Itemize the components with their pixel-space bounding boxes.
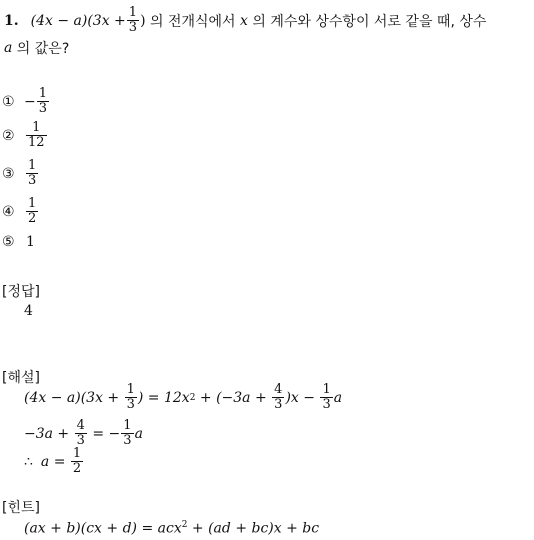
answer-header: [정답] [2,284,40,300]
fraction-numerator: 1 [126,382,135,397]
fraction [125,383,137,412]
expr-segment: −3a + [24,425,74,442]
fraction-denominator: 2 [28,211,37,226]
expr-segment: a [134,425,143,442]
solution-header: [해설] [2,370,40,386]
choice-sign: − [24,93,36,110]
question-number: 1. [4,12,19,29]
fraction-denominator: 3 [128,20,138,35]
fraction-numerator: 1 [322,382,331,397]
choice-marker: ① [2,93,15,110]
choice-marker: ② [2,127,15,144]
question-var-a: a [4,40,13,56]
choice-fraction [37,87,49,116]
choice-2[interactable] [2,121,48,150]
fraction-numerator: 1 [28,158,37,173]
fraction [320,383,332,412]
fraction-denominator: 3 [38,101,48,116]
fraction-numerator: 1 [28,196,37,211]
fraction-denominator: 3 [126,397,135,412]
question-line-2 [4,38,69,58]
fraction-denominator: 3 [123,433,132,448]
choice-fraction [26,197,38,226]
expr-segment: (ax + b)(cx + d) = acx [24,520,182,537]
question-expression: (4x − a)(3x + [30,12,126,29]
expr-segment: a = [40,453,70,470]
expr-segment: + (−3a + [195,389,272,406]
fraction-numerator: 1 [123,418,132,433]
choice-4[interactable] [2,197,39,226]
question-text: 의 전개식에서 [145,13,241,30]
choice-3[interactable] [2,159,39,188]
expr-segment: a [333,389,343,406]
choice-marker: ⑤ [2,234,15,250]
exponent: 2 [181,520,188,530]
choice-marker: ④ [2,203,15,220]
expr-segment: )x − [285,389,320,406]
expr-segment: (4x − a)(3x + [24,389,124,406]
question-fraction [127,6,139,35]
fraction-denominator: 3 [76,433,85,448]
choice-5[interactable] [2,234,35,250]
choice-fraction [26,159,38,188]
choice-1[interactable] [2,87,50,116]
question-text: 의 값은? [12,41,70,57]
solution-line-2 [24,419,143,448]
fraction-denominator: 3 [28,173,37,188]
fraction-denominator: 2 [72,461,82,476]
choice-marker: ③ [2,165,15,182]
fraction-denominator: 3 [274,397,283,412]
fraction [121,419,133,448]
question-text: 의 계수와 상수항이 서로 같을 때, 상수 [247,13,487,30]
fraction-numerator: 1 [72,446,82,461]
fraction-numerator: 1 [38,86,48,101]
fraction-denominator: 12 [28,135,45,150]
question-line-1 [4,6,486,35]
exponent: 2 [189,392,196,403]
fraction-numerator: 4 [274,382,283,397]
expr-segment: + (ad + bc)x + bc [187,520,320,537]
solution-line-3 [24,447,84,476]
choice-value: 1 [26,234,35,250]
fraction [71,447,83,476]
solution-line-1 [24,383,342,412]
fraction-numerator: 1 [128,5,138,20]
question-expression-close: ) [140,12,146,29]
expr-segment: = − [87,425,121,442]
hint-header: [힌트] [2,500,40,516]
expr-segment: ) = 12x [137,389,190,406]
hint-formula [24,520,319,537]
therefore-symbol: ∴ [24,453,33,470]
fraction [75,419,87,448]
choice-fraction [26,121,47,150]
fraction-numerator: 1 [32,120,41,135]
fraction-denominator: 3 [322,397,331,412]
question-var-x: x [240,12,248,29]
answer-value: 4 [24,303,33,319]
fraction-numerator: 4 [76,418,85,433]
fraction [272,383,284,412]
